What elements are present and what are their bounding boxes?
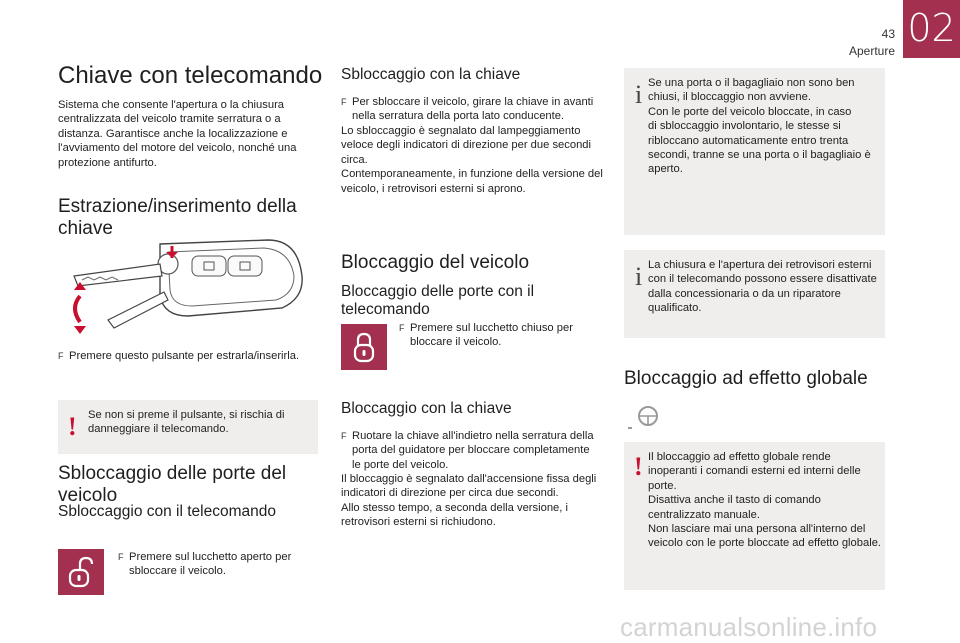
deadlock-title: Bloccaggio ad effetto globale <box>624 368 868 389</box>
lock-remote-bullet-text: Premere sul lucchetto chiuso per bloccare il veicolo. <box>410 322 573 349</box>
lock-key-bullet-item <box>341 429 611 472</box>
deadlock-warning-note <box>624 442 885 590</box>
lock-key-body: Il bloccaggio è segnalato dall'accensione fissa degli indicatori di direzione per circa due secondi. Allo stesso tempo, a seconda della versione, i retrovisori esterni si richiudono. <box>341 473 597 529</box>
watermark: carmanualsonline.info <box>620 612 878 642</box>
chapter-tab: 02 <box>903 0 960 58</box>
unlock-remote-title: Sbloccaggio con il telecomando <box>58 503 276 520</box>
unlock-key-body: Lo sbloccaggio è segnalato dal lampeggiamento veloce degli indicatori di direzione per due secondi circa. Contemporaneamente, in funzione della versione del veicolo, i retrovisori esterni si aprono. <box>341 125 603 195</box>
unlock-remote-bullet-text: Premere sul lucchetto aperto per sbloccare il veicolo. <box>129 551 292 578</box>
bullet-icon: F <box>399 323 405 333</box>
unlock-padlock-icon <box>58 549 104 595</box>
lock-key-title: Bloccaggio con la chiave <box>341 400 512 417</box>
unlock-key-bullet-text: Per sbloccare il veicolo, girare la chiave in avanti nella serratura della porta lato conducente. <box>352 96 594 123</box>
lock-padlock-icon <box>341 324 387 370</box>
unlock-remote-bullet-item <box>118 550 318 579</box>
info-icon: i <box>635 80 643 109</box>
info-icon: i <box>635 262 643 291</box>
info-note-mirrors-text: La chiusura e l'apertura dei retrovisori esterni con il telecomando possono essere disattivate dalla concessionaria o da un riparatore qualificato. <box>648 259 877 315</box>
lock-title: Bloccaggio del veicolo <box>341 252 530 273</box>
warning-text: Se non si preme il pulsante, si rischia di danneggiare il telecomando. <box>88 409 285 436</box>
section-title: Aperture <box>848 44 895 58</box>
warning-note <box>58 400 318 454</box>
info-note-doors <box>624 68 885 235</box>
warning-icon: ! <box>68 412 77 441</box>
page-title: Chiave con telecomando <box>58 62 323 89</box>
extract-title: Estrazione/inserimento della chiave <box>58 196 297 239</box>
bullet-icon: F <box>341 97 347 107</box>
intro-text: Sistema che consente l'apertura o la chiusura centralizzata del veicolo tramite serratura o a distanza. Garantisce anche la localizzazione e l'avviamento del motore del veicolo, nonché una protezione antifurto. <box>58 99 297 169</box>
bullet-icon: F <box>118 552 124 562</box>
warning-icon: ! <box>634 452 643 481</box>
extract-bullet-text: Premere questo pulsante per estrarla/inserirla. <box>69 350 300 362</box>
unlock-title: Sbloccaggio delle porte del veicolo <box>58 463 287 506</box>
bullet-icon: F <box>58 351 64 361</box>
unlock-key-title: Sbloccaggio con la chiave <box>341 66 521 83</box>
info-note-mirrors <box>624 250 885 338</box>
lock-remote-bullet-item <box>399 321 599 350</box>
key-illustration <box>68 236 308 336</box>
extract-bullet-item <box>58 349 318 363</box>
steering-wheel-icon <box>622 404 662 432</box>
deadlock-warning-text: Il bloccaggio ad effetto globale rende inoperanti i comandi esterni ed interni delle porte. Disattiva anche il tasto di comando centralizzato manuale. Non lasciare mai una persona all'interno del veicolo con le porte bloccate ad effetto globale. <box>648 451 882 550</box>
lock-remote-title: Bloccaggio delle porte con il telecomando <box>341 283 535 318</box>
lock-key-bullet-text: Ruotare la chiave all'indietro nella serratura della porta del guidatore per bloccare completamente le porte del veicolo. <box>352 430 594 471</box>
bullet-icon: F <box>341 431 347 441</box>
unlock-key-bullet-item <box>341 95 606 124</box>
page-number: 43 <box>881 27 895 41</box>
info-note-doors-text: Se una porta o il bagagliaio non sono ben chiusi, il bloccaggio non avviene. Con le porte del veicolo bloccate, in caso di sbloccaggio involontario, le stesse si ribloccano automaticamente entro trenta secondi, tranne se una porta o il bagagliaio è aperto. <box>648 77 871 176</box>
